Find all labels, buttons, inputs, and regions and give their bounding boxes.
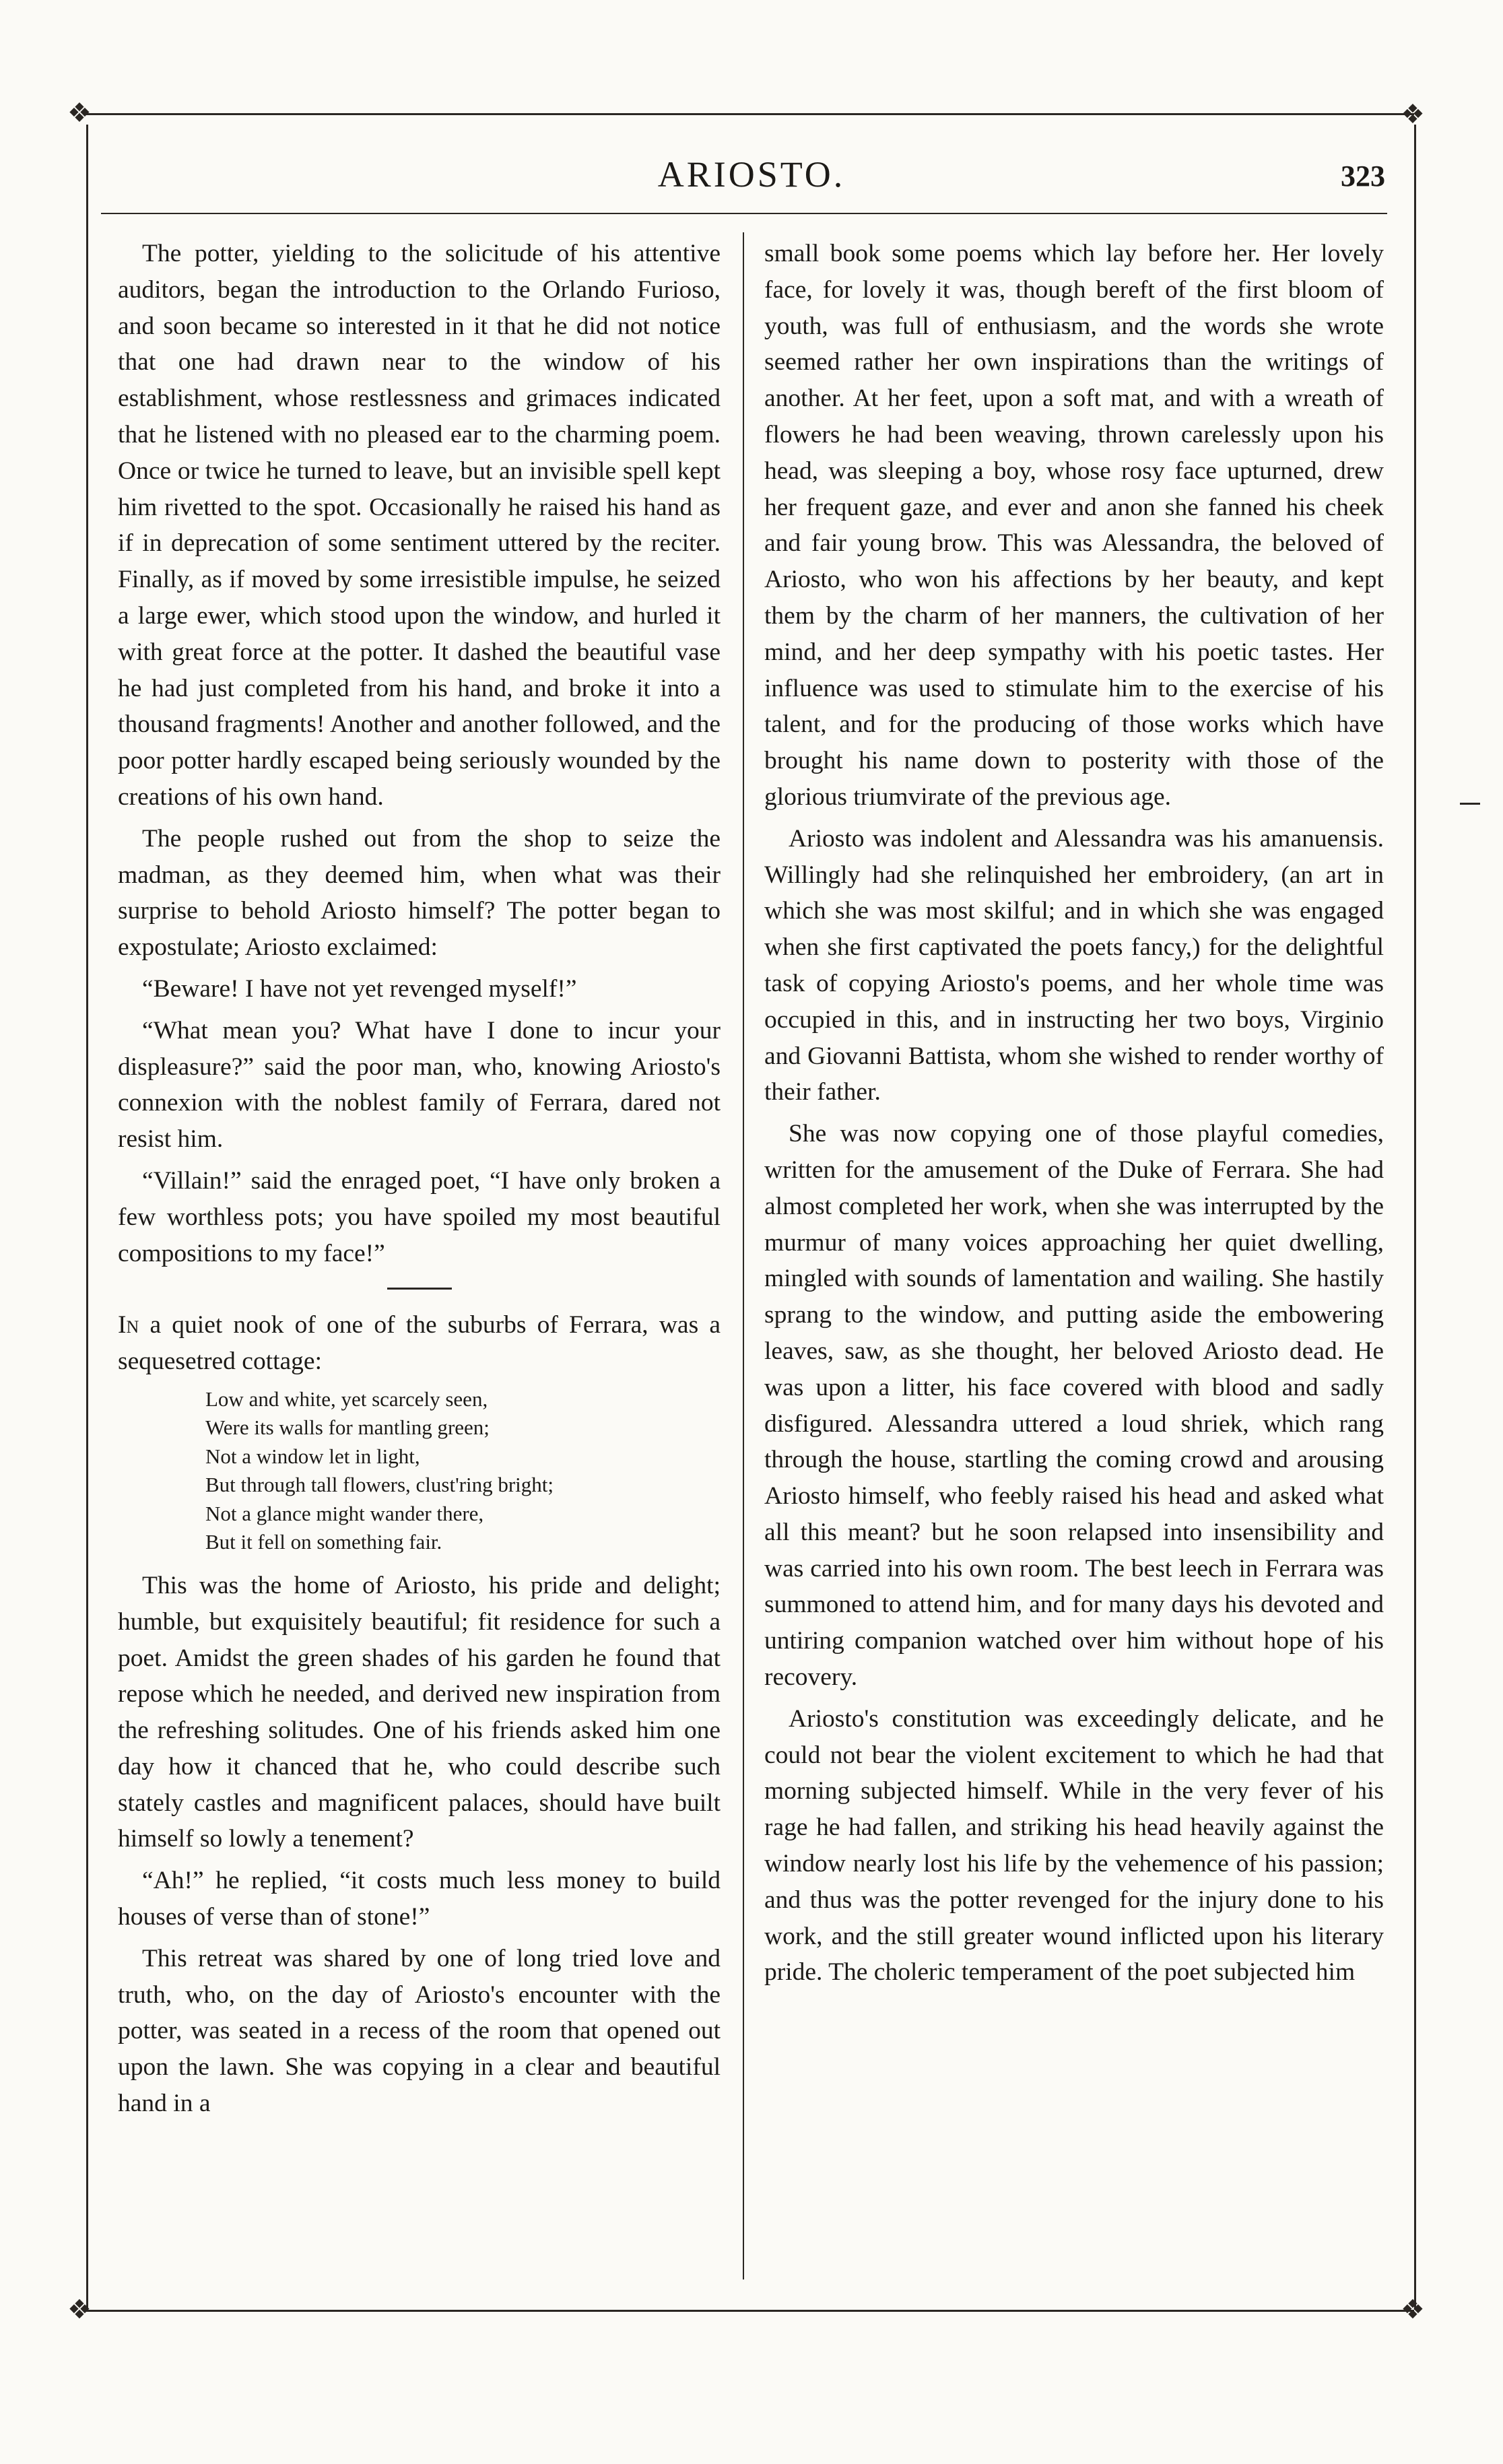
header-rule xyxy=(101,213,1387,214)
verse-line: Not a window let in light, xyxy=(205,1444,420,1468)
left-paragraph-8: “Ah!” he replied, “it costs much less money to build houses of verse than of stone!” xyxy=(118,1867,721,1931)
column-divider xyxy=(743,232,744,2279)
verse-line: But it fell on something fair. xyxy=(205,1530,442,1554)
right-paragraph-3: She was now copying one of those playful comedies, written for the amusement of the Duke of Ferrara. She had almost completed her work, when she was interrupted by the murmur of many voices approaching her quiet dwelling, mingled with sounds of lamentation and wailing. She hastily sprang to the window, and putting aside the embowering leaves, saw, as she thought, her beloved Ariosto dead. He was upon a litter, his face covered with blood and sadly disfigured. Alessandra uttered a loud shriek, which rang through the house, startling the coming crowd and arousing Ariosto himself, who feebly raised his head and asked what all this meant? but he soon relapsed into insensibility and was carried into his own room. The best leech in Ferrara was summoned to attend him, and for many days his devoted and untiring companion watched over him without hope of his recovery. xyxy=(764,1120,1384,1692)
verse-line: Were its walls for mantling green; xyxy=(205,1416,490,1440)
verse-line: But through tall flowers, clust'ring bright; xyxy=(205,1473,554,1497)
top-left-ornament: ❖ xyxy=(67,98,92,128)
right-paragraph-1: small book some poems which lay before her. Her lovely face, for lovely it was, though bereft of the first bloom of youth, was full of enthusiasm, and the words she wrote seemed rather her own inspirations than the writings of another. At her feet, upon a soft mat, and with a wreath of flowers he had been weaving, thrown carelessly upon his head, was sleeping a boy, whose rosy face upturned, drew her frequent gaze, and ever and anon she fanned his cheek and fair young brow. This was Alessandra, the beloved of Ariosto, who won his affections by her beauty, and kept them by the charm of her manners, the cultivation of her mind, and her deep sympathy with his poetic tastes. Her influence was used to stimulate him to the exercise of his talent, and for the producing of those works which have brought his name down to posterity with those of the glorious triumvirate of the previous age. xyxy=(764,240,1384,811)
left-paragraph-1: The potter, yielding to the solicitude of his attentive auditors, began the introduction to the Orlando Furioso, and soon became so interested in it that he did not notice that one had drawn near to the window of his establishment, whose restlessness and grimaces indicated that he listened with no pleased ear to the charming poem. Once or twice he turned to leave, but an invisible spell kept him rivetted to the spot. Occasionally he raised his hand as if in deprecation of some sentiment uttered by the reciter. Finally, as if moved by some irresistible impulse, he seized a large ewer, which stood upon the window, and hurled it with great force at the potter. It dashed the beautiful vase he had just completed from his hand, and broke it into a thousand fragments! Another and another followed, and the poor potter hardly escaped being seriously wounded by the creations of his own hand. xyxy=(118,240,721,811)
right-paragraph-4: Ariosto's constitution was exceedingly delicate, and he could not bear the violent excitement to which he had that morning subjected himself. While in the very fever of his rage he had fallen, and striking his head heavily against the window nearly lost his life by the vehemence of his passion; and thus was the potter revenged for the injury done to his work, and the still greater wound inflicted upon his literary pride. The choleric temperament of the poet subjected him xyxy=(764,1704,1384,1987)
left-paragraph-2: The people rushed out from the shop to seize the madman, as they deemed him, when what was their surprise to behold Ariosto himself? The potter began to expostulate; Ariosto exclaimed: xyxy=(118,824,721,962)
section-lead-text: a quiet nook of one of the suburbs of Ferrara, was a sequesetred cottage: xyxy=(118,1311,721,1376)
page-number: 323 xyxy=(1341,160,1385,193)
section-lead-word: In xyxy=(118,1311,139,1339)
left-paragraph-7: This was the home of Ariosto, his pride and delight; humble, but exquisitely beautiful; fit residence for such a poet. Amidst the green shades of his garden he found that repose which he needed, and derived new inspiration from the refreshing solitudes. One of his friends asked him one day how it chanced that he, who could describe such stately castles and magnificent palaces, should have built himself so lowly a tenement? xyxy=(118,1571,721,1853)
bottom-border xyxy=(84,2310,1414,2312)
left-paragraph-5: “Villain!” said the enraged poet, “I have only broken a few worthless pots; you have spoiled my most beautiful compositions to my face!” xyxy=(118,1166,721,1267)
left-paragraph-9: This retreat was shared by one of long tried love and truth, who, on the day of Ariosto's encounter with the potter, was seated in a recess of the room that opened out upon the lawn. She was copying in a clear and beautiful hand in a xyxy=(118,1944,721,2118)
top-right-ornament: ❖ xyxy=(1401,99,1425,129)
bottom-right-ornament: ❖ xyxy=(1401,2294,1425,2325)
bottom-left-ornament: ❖ xyxy=(67,2294,92,2325)
right-column xyxy=(764,236,1384,1996)
right-border xyxy=(1414,125,1416,2310)
left-paragraph-6 xyxy=(118,1307,721,1380)
verse-line: Low and white, yet scarcely seen, xyxy=(205,1387,488,1411)
right-paragraph-2: Ariosto was indolent and Alessandra was his amanuensis. Willingly had she relinquished her embroidery, (an art in which she was most skilful; and in which she was engaged when she first captivated the poets fancy,) for the delightful task of copying Ariosto's poems, and her whole time was occupied in this, and in instructing her two boys, Virginio and Giovanni Battista, whom she wished to render worthy of their father. xyxy=(764,824,1384,1106)
top-border xyxy=(84,113,1414,115)
section-separator xyxy=(387,1288,452,1290)
verse-block xyxy=(205,1385,721,1557)
left-border xyxy=(86,125,88,2310)
margin-mark xyxy=(1460,803,1480,805)
left-paragraph-4: “What mean you? What have I done to incur your displeasure?” said the poor man, who, knowing Ariosto's connexion with the noblest family of Ferrara, dared not resist him. xyxy=(118,1016,721,1154)
verse-line: Not a glance might wander there, xyxy=(205,1501,484,1525)
left-paragraph-3: “Beware! I have not yet revenged myself!” xyxy=(142,974,577,1003)
left-column xyxy=(118,236,721,2127)
running-title: ARIOSTO. xyxy=(657,154,846,195)
